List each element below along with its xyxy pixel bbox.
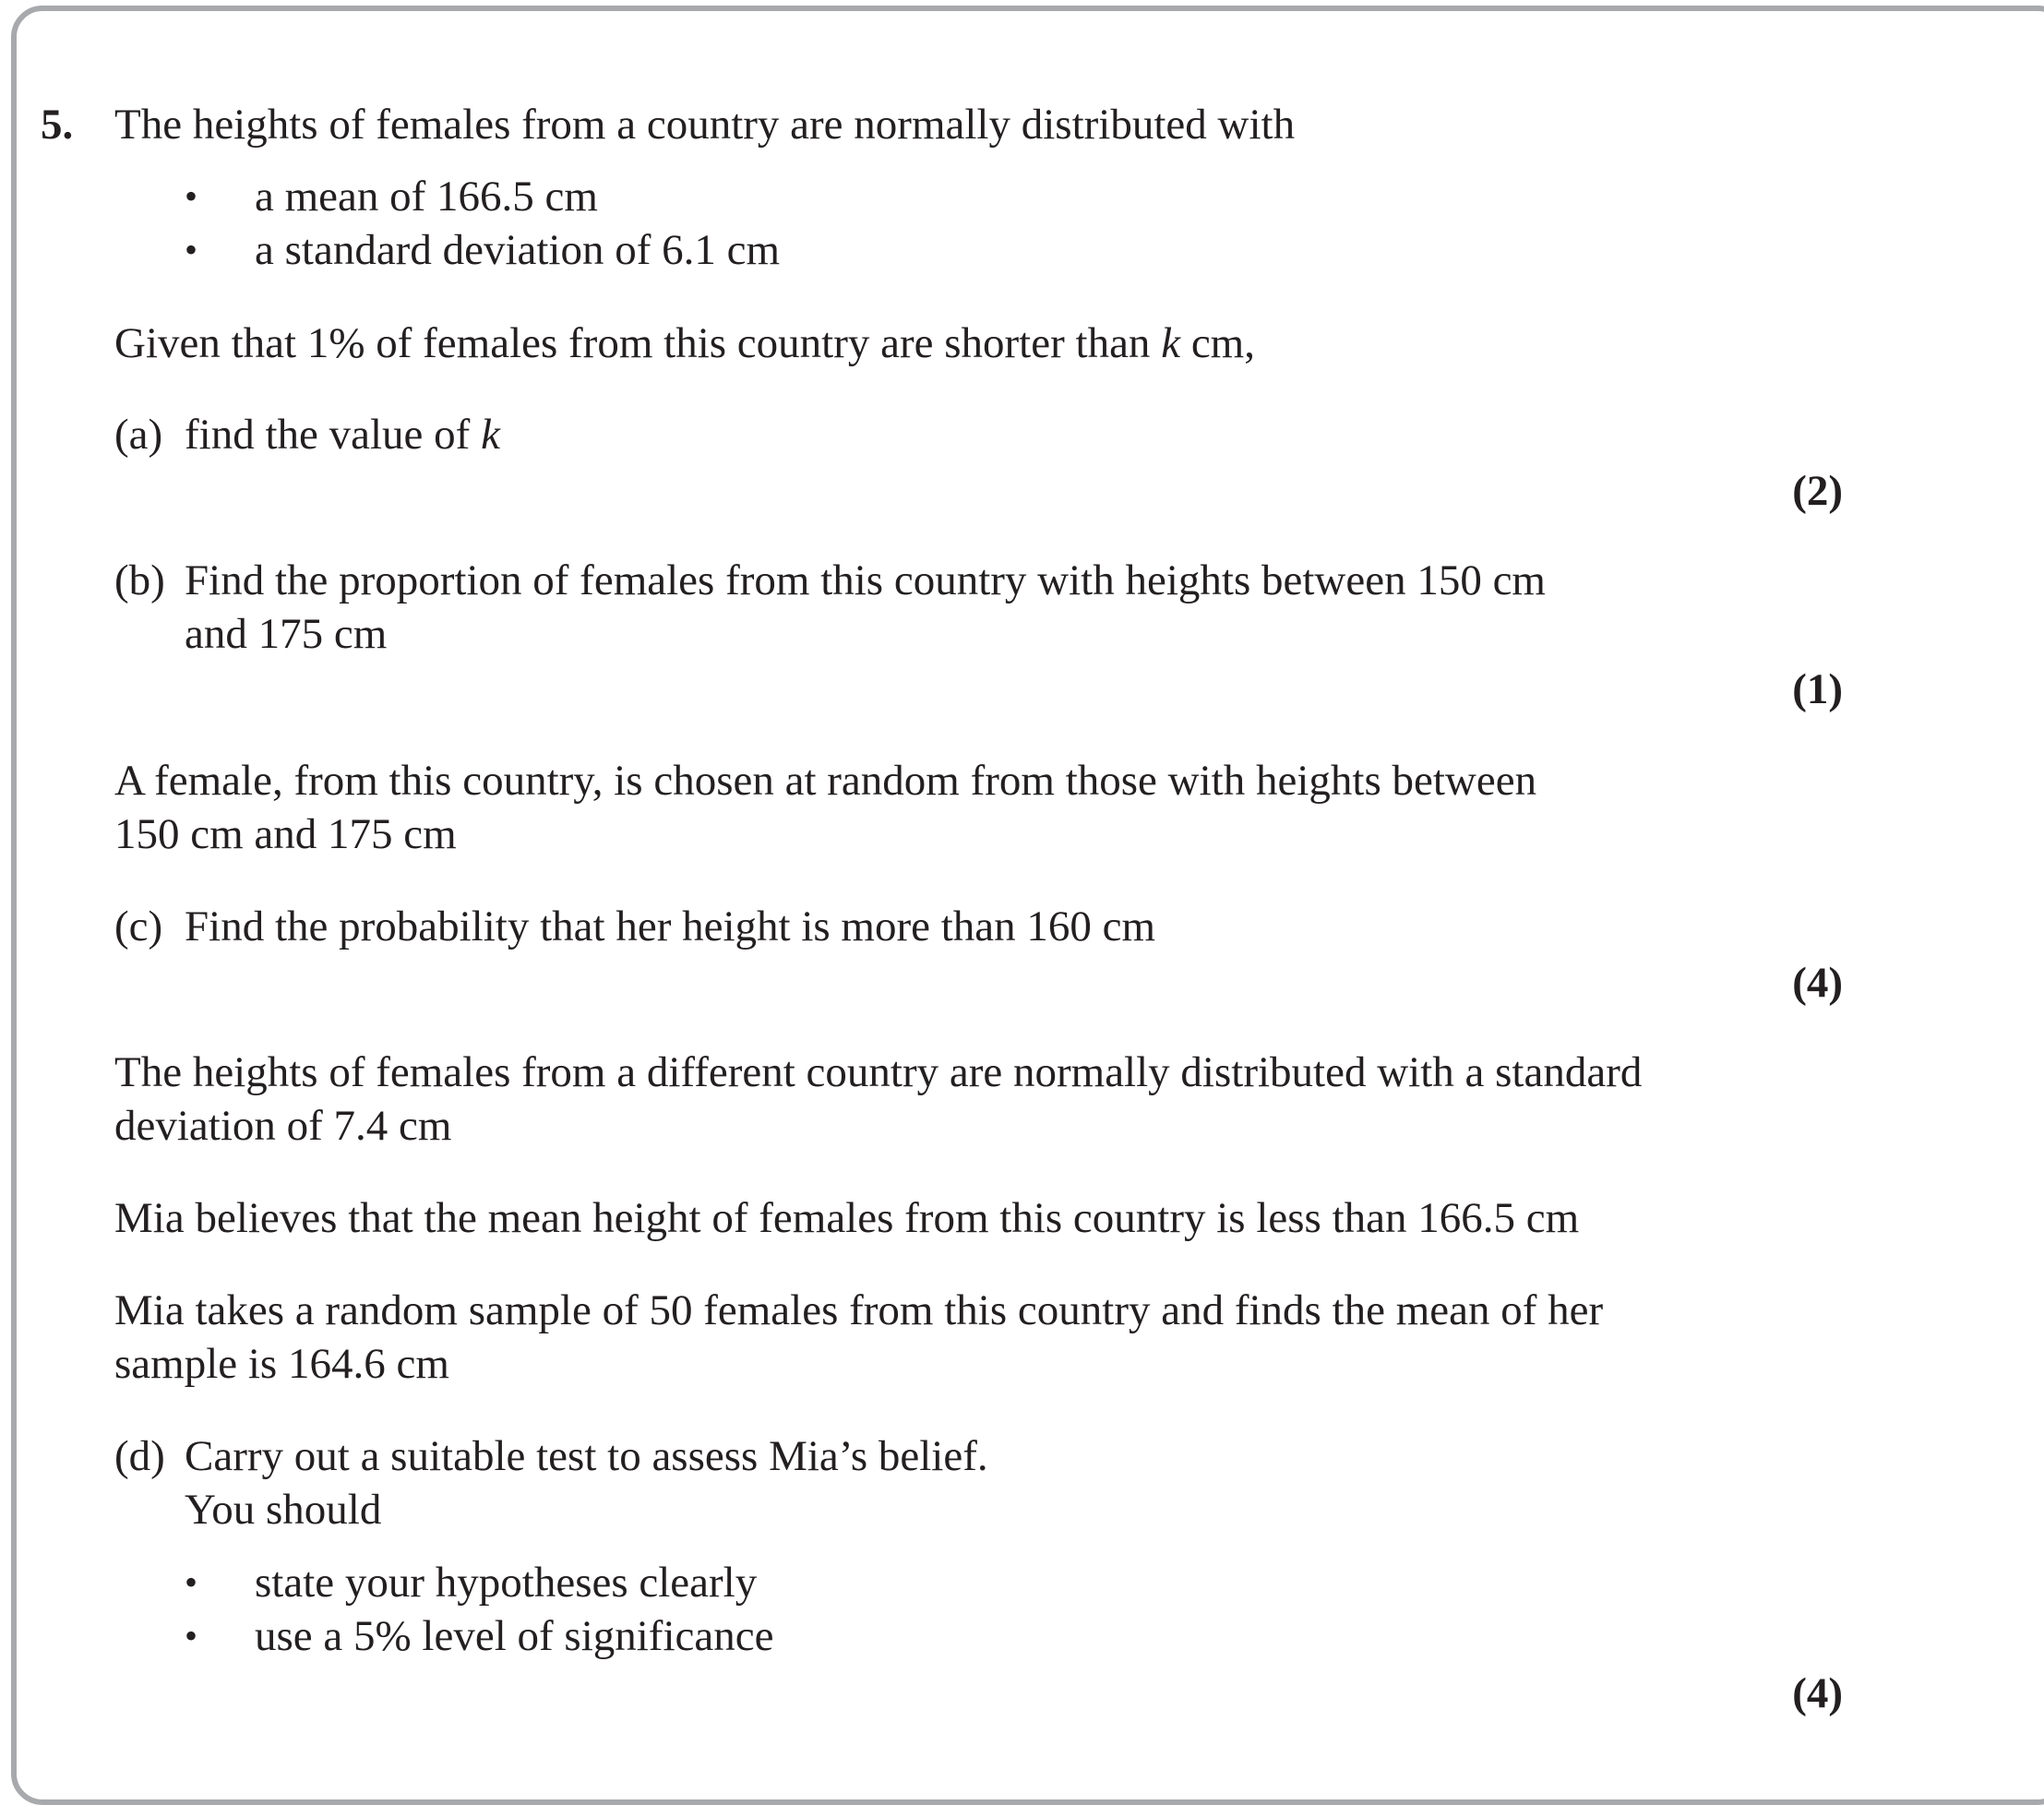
given-statement bbox=[114, 317, 1255, 370]
given-text: Given that 1% of females from this country are shorter than bbox=[114, 319, 1162, 367]
part-d-line1: Carry out a suitable test to assess Mia’s belief. bbox=[185, 1432, 988, 1480]
context-d1-line2: deviation of 7.4 cm bbox=[114, 1102, 452, 1150]
context-d2: Mia believes that the mean height of females from this country is less than 166.5 cm bbox=[114, 1194, 1580, 1242]
part-b-line1: Find the proportion of females from this country with heights between 150 cm bbox=[185, 556, 1546, 604]
bullet-mean: a mean of 166.5 cm bbox=[255, 173, 598, 221]
part-a-marks: (2) bbox=[1792, 467, 1843, 515]
bullet-standard-deviation: a standard deviation of 6.1 cm bbox=[255, 226, 781, 274]
part-c-label: (c) bbox=[114, 902, 163, 950]
context-c-line2: 150 cm and 175 cm bbox=[114, 810, 457, 858]
bullet-marker: • bbox=[185, 175, 198, 217]
bullet-marker: • bbox=[185, 229, 198, 270]
part-d-bullet-hypotheses: state your hypotheses clearly bbox=[255, 1559, 758, 1607]
part-d-line2: You should bbox=[185, 1486, 382, 1534]
part-b-line2: and 175 cm bbox=[185, 610, 388, 658]
context-d3-line1: Mia takes a random sample of 50 females from this country and finds the mean of her bbox=[114, 1286, 1604, 1334]
context-d1-line1: The heights of females from a different country are normally distributed with a standard bbox=[114, 1048, 1643, 1096]
bullet-marker: • bbox=[185, 1561, 198, 1603]
question-intro: The heights of females from a country are normally distributed with bbox=[114, 101, 1296, 149]
part-d-marks: (4) bbox=[1792, 1669, 1843, 1717]
part-b-marks: (1) bbox=[1792, 665, 1843, 713]
given-unit: cm, bbox=[1180, 319, 1255, 367]
context-c-line1: A female, from this country, is chosen at random from those with heights between bbox=[114, 757, 1537, 805]
part-c-text: Find the probability that her height is more than 160 cm bbox=[185, 902, 1156, 950]
part-b-label: (b) bbox=[114, 556, 165, 604]
question-number: 5. bbox=[41, 101, 74, 149]
part-d-bullet-significance: use a 5% level of significance bbox=[255, 1612, 774, 1660]
part-c-marks: (4) bbox=[1792, 959, 1843, 1007]
part-a-prompt: find the value of bbox=[185, 411, 482, 459]
part-a-variable: k bbox=[481, 411, 500, 459]
part-d-label: (d) bbox=[114, 1432, 165, 1480]
context-d3-line2: sample is 164.6 cm bbox=[114, 1340, 449, 1388]
bullet-marker: • bbox=[185, 1615, 198, 1656]
given-variable: k bbox=[1161, 319, 1181, 367]
part-a-label: (a) bbox=[114, 411, 163, 459]
part-a-text bbox=[185, 408, 500, 461]
